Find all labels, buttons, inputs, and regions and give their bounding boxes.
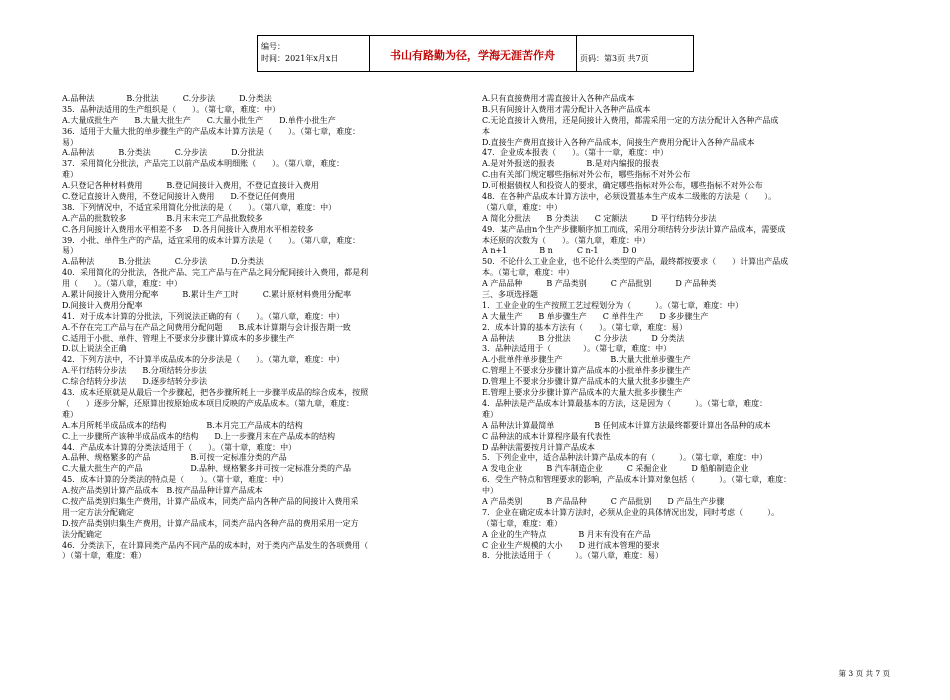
- right-text-line: D.直接生产费用直接计入各种产品成本，间接生产费用分配计入各种产品成本: [482, 137, 755, 147]
- left-text-line: C.登记直接计入费用，不登记间接计入费用 D.不登记任何费用: [62, 192, 296, 202]
- right-text-line: （第八章，难度：中）: [482, 202, 562, 212]
- right-text-line: 中）: [482, 486, 498, 496]
- left-text-line: A.品种法 B.分类法 C.分步法 D.分批法: [62, 148, 264, 158]
- right-text-line: A 企业的生产特点 B 月末有没有在产品: [482, 529, 651, 539]
- header-motto-cell: [369, 36, 577, 71]
- left-text-line: D.按产品类别归集生产费用，计算产品成本，同类产品内各种产品的费用采用一定方: [62, 518, 359, 528]
- left-text-line: 46．分类法下，在计算同类产品内不同产品的成本时，对于类内产品发生的各项费用（: [62, 540, 369, 550]
- left-text-line: C.各月间接计入费用水平相差不多 D.各月间接计入费用水平相差较多: [62, 224, 314, 234]
- left-text-line: C.大量大批生产的产品 D.品种、规格繁多并可按一定标准分类的产品: [62, 464, 352, 474]
- left-text-line: A.平行结转分步法 B.分项结转分步法: [62, 366, 207, 376]
- right-text-line: A n+1 B n C n-1 D 0: [482, 246, 637, 256]
- right-text-line: 48．在各种产品成本计算方法中，必须设置基本生产成本二级账的方法是（ ）。: [482, 192, 777, 202]
- motto-text: 书山有路勤为径，学海无涯苦作舟: [390, 49, 555, 62]
- right-text-line: A 品种法计算最简单 B 任何成本计算方法最终都要计算出各品种的成本: [482, 420, 771, 430]
- right-text-line: 47．企业成本报表（ ）。（第十一章，难度：中）: [482, 148, 669, 158]
- label-number: 编号：: [261, 42, 285, 51]
- left-text-line: C.按产品类别归集生产费用，计算产品成本，同类产品内各种产品的间接计入费用采: [62, 496, 359, 506]
- left-text-line: 易）: [62, 246, 78, 256]
- right-text-line: 本: [482, 126, 490, 136]
- left-text-line: 易）: [62, 137, 78, 147]
- left-text-line: C.上一步骤所产该种半成品成本的结构 D.上一步骤月末在产品成本的结构: [62, 431, 336, 441]
- left-text-line: C.适用于小批、单件、管理上不要求分步骤计算成本的多步骤生产: [62, 333, 295, 343]
- right-text-line: C 企业生产规模的大小 D 进行成本管理的要求: [482, 540, 660, 550]
- right-text-line: 1．工业企业的生产按照工艺过程划分为（ ）。（第七章，难度：中）: [482, 300, 744, 310]
- left-text-line: 40．采用简化的分批法，各批产品、完工产品与在产品之间分配间接计入费用，都是利: [62, 268, 369, 278]
- left-text-line: A.按产品类别计算产品成本 B.按产品品种计算产品成本: [62, 486, 263, 496]
- right-text-line: （第七章，难度：难）: [482, 518, 562, 528]
- right-text-line: A.小批单件单步骤生产 B.大量大批单步骤生产: [482, 355, 691, 365]
- right-text-line: 6．受生产特点和管理要求的影响，产品成本计算对象包括（ ）。（第七章，难度：: [482, 475, 792, 485]
- left-text-line: 43．成本还原就是从最后一个步骤起，把各步骤所耗上一步骤半成品的综合成本，按照: [62, 388, 369, 398]
- right-text-line: C.管理上不要求分步骤计算产品成本的小批单件多步骤生产: [482, 366, 691, 376]
- right-text-line: A 产品类别 B 产品品种 C 产品批别 D 产品生产步骤: [482, 496, 725, 506]
- left-text-line: 41．对于成本计算的分批法，下列说法正确的有（ ）。（第八章，难度：中）: [62, 311, 345, 321]
- right-text-line: A 发电企业 B 汽车制造企业 C 采掘企业 D 船舶制造企业: [482, 464, 749, 474]
- right-text-line: A.只有直接费用才需直接计入各种产品成本: [482, 94, 635, 103]
- left-text-line: A.品种、规格繁多的产品 B.可按一定标准分类的产品: [62, 453, 287, 463]
- left-text-line: A.只登记各种材料费用 B.登记间接计入费用，不登记直接计入费用: [62, 181, 319, 191]
- right-text-line: 难）: [482, 409, 498, 419]
- right-text-line: 50．不论什么工业企业，也不论什么类型的产品，最终都按要求（ ）计算出产品成: [482, 257, 789, 267]
- label-time: 时间：2021年x月x日: [261, 54, 339, 63]
- left-text-line: ）（第十章，难度：难）: [62, 551, 146, 561]
- right-text-line: C.无论直接计入费用，还是间接计入费用，都需采用一定的方法分配计入各种产品成: [482, 115, 779, 125]
- left-text-line: A.产品的批数较多 B.月末未完工产品批数较多: [62, 213, 263, 223]
- right-text-line: 本还原的次数为（ ）。（第九章，难度：中）: [482, 235, 650, 245]
- right-text-line: D.管理上不要求分步骤计算产品成本的大量大批多步骤生产: [482, 377, 691, 387]
- right-text-line: 4．品种法是产品成本计算最基本的方法，这是因为（ ）。（第七章，难度：: [482, 398, 768, 408]
- right-text-line: A 产品品种 B 产品类别 C 产品批别 D 产品种类: [482, 279, 717, 289]
- left-text-line: 39．小批、单件生产的产品，适宜采用的成本计算方法是（ ）。（第八章，难度：: [62, 235, 361, 245]
- left-text-line: 42．下列方法中，不计算半成品成本的分步法是（ ）。（第九章，难度：中）: [62, 355, 345, 365]
- right-text-line: A 品种法 B 分批法 C 分步法 D 分类法: [482, 333, 685, 343]
- left-text-line: 用一定方法分配确定: [62, 507, 134, 517]
- right-text-line: 49．某产品由n个生产步骤顺序加工而成，采用分项结转分步法计算产品成本，需要成: [482, 224, 786, 234]
- header-info-cell: [258, 36, 370, 71]
- right-column: [482, 94, 892, 562]
- left-text-line: 45．成本计算的分类法的特点是（ ）。（第十章，难度：中）: [62, 475, 289, 485]
- left-column: [62, 94, 472, 562]
- header-page-cell: [576, 36, 693, 71]
- left-text-line: 37．采用简化分批法，产品完工以前产品成本明细账（ ）。（第八章，难度：: [62, 159, 345, 169]
- left-text-line: A.品种法 B.分批法 C.分步法 D.分类法: [62, 257, 264, 267]
- right-text-line: 本。（第七章，难度：中）: [482, 268, 574, 278]
- left-text-line: A.大量成批生产 B.大量大批生产 C.大量小批生产 D.单件小批生产: [62, 115, 336, 125]
- left-text-line: 44．产品成本计算的分类法适用于（ ）。（第十章，难度：中）: [62, 442, 297, 452]
- right-text-line: 8．分批法适用于（ ）。（第八章，难度：易）: [482, 551, 664, 561]
- right-text-line: D 品种法需要按月计算产品成本: [482, 442, 595, 452]
- right-text-line: D.可根据债权人和投资人的要求，确定哪些指标对外公布，哪些指标不对外公布: [482, 181, 763, 191]
- right-text-line: 5．下列企业中，适合品种法计算产品成本的有（ ）。（第七章，难度：中）: [482, 453, 768, 463]
- right-text-line: C 品种法的成本计算程序最有代表性: [482, 431, 611, 441]
- left-text-line: 36．适用于大量大批的单步骤生产的产品成本计算方法是（ ）。（第七章，难度：: [62, 126, 361, 136]
- left-text-line: 38．下列情况中，不适宜采用简化分批法的是（ ）。（第八章，难度：中）: [62, 202, 337, 212]
- right-text-line: A 大量生产 B 单步骤生产 C 单件生产 D 多步骤生产: [482, 311, 709, 321]
- left-text-line: 35．品种法适用的生产组织是（ ）。（第七章，难度：中）: [62, 104, 281, 114]
- left-text-line: 难）: [62, 170, 78, 180]
- right-text-line: B.只有间接计入费用才需分配计入各种产品成本: [482, 104, 651, 114]
- left-text-line: A.累计间接计入费用分配率 B.累计生产工时 C.累计原材料费用分配率: [62, 290, 352, 300]
- right-text-line: 3．品种法适用于（ ）。（第七章，难度：中）: [482, 344, 672, 354]
- right-text-line: 7．企业在确定成本计算方法时，必须从企业的具体情况出发，同时考虑（ ）。: [482, 507, 780, 517]
- left-text-line: 难）: [62, 409, 78, 419]
- left-text-line: 用（ ）。（第八章，难度：中）: [62, 279, 182, 289]
- right-text-line: C.由有关部门规定哪些指标对外公布，哪些指标不对外公布: [482, 170, 691, 180]
- right-text-line: 三、多项选择题: [482, 290, 538, 300]
- left-text-line: A.不存在完工产品与在产品之间费用分配问题 B.成本计算期与会计报告期一致: [62, 322, 351, 332]
- right-text-line: A.是对外报送的报表 B.是对内编报的报表: [482, 159, 659, 169]
- left-text-line: （ ）逐步分解，还原算出按原始成本项目反映的产成品成本。（第九章，难度：: [62, 398, 354, 408]
- right-text-line: A 简化分批法 B 分类法 C 定额法 D 平行结转分步法: [482, 213, 717, 223]
- left-text-line: A.本月所耗半成品成本的结构 B.本月完工产品成本的结构: [62, 420, 303, 430]
- left-text-line: C.综合结转分步法 D.逐步结转分步法: [62, 377, 208, 387]
- left-text-line: A.品种法 B.分批法 C.分步法 D.分类法: [62, 94, 272, 103]
- page-indicator: 页码：第3页 共7页: [580, 54, 649, 63]
- left-text-line: D.间接计入费用分配率: [62, 300, 143, 310]
- left-text-line: 法分配确定: [62, 529, 102, 539]
- right-text-line: E.管理上要求分步骤计算产品成本的大量大批多步骤生产: [482, 388, 683, 398]
- page-header: [257, 35, 694, 72]
- right-text-line: 2．成本计算的基本方法有（ ）。（第七章，难度：易）: [482, 322, 688, 332]
- page-footer: 第 3 页 共 7 页: [838, 669, 890, 678]
- left-text-line: D.以上说法全正确: [62, 344, 127, 354]
